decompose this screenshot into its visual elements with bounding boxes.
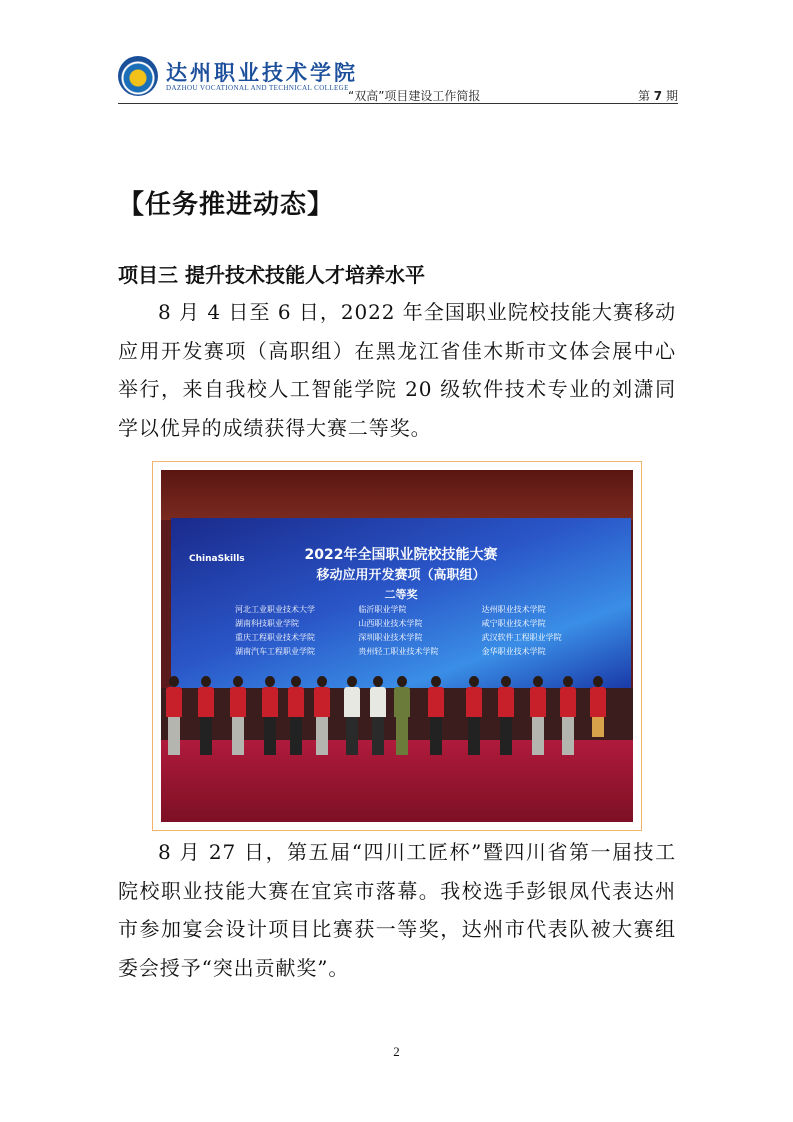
- school-item: 咸宁职业技术学院: [481, 619, 546, 628]
- person: [313, 676, 331, 760]
- school-list: [235, 604, 605, 657]
- school-item: 山西职业技术学院: [358, 619, 423, 628]
- school-item: 湖南科技职业学院: [235, 619, 299, 628]
- school-name-cn: 达州职业技术学院: [166, 60, 358, 85]
- paragraph-1: 8 月 4 日至 6 日，2022 年全国职业院校技能大赛移动应用开发赛项（高职组）在黑龙江省佳木斯市文体会展中心举行，来自我校人工智能学院 20 级软件技术专业的刘潇同学以优异的成绩获得大赛二等奖。: [118, 300, 676, 440]
- issue-number: 第 7 期: [637, 89, 678, 103]
- award-ceremony-photo: [161, 470, 633, 822]
- school-item: 河北工业职业技术大学: [235, 605, 315, 614]
- person: [261, 676, 279, 760]
- school-item: 金华职业技术学院: [481, 647, 546, 656]
- school-item: 重庆工程职业技术学院: [235, 633, 315, 642]
- person: [465, 676, 483, 760]
- header-divider: [118, 103, 678, 104]
- school-item: 武汉软件工程职业学院: [481, 633, 562, 642]
- person: [427, 676, 445, 760]
- banner-subtitle: 移动应用开发赛项（高职组）: [316, 568, 486, 583]
- paragraph-2: 8 月 27 日，第五届“四川工匠杯”暨四川省第一届技工院校职业技能大赛在宜宾市落幕。我校选手彭银凤代表达州市参加宴会设计项目比赛获一等奖，达州市代表队被大赛组委会授予“突出贡献奖”。: [118, 840, 676, 980]
- person: [343, 676, 361, 760]
- school-item: 达州职业技术学院: [481, 605, 546, 614]
- person: [393, 676, 411, 760]
- sub-heading: 项目三 提升技术技能人才培养水平: [118, 263, 425, 287]
- person: [529, 676, 547, 760]
- person: [165, 676, 183, 760]
- person: [229, 676, 247, 760]
- person: [559, 676, 577, 760]
- school-item: 深圳职业技术学院: [358, 633, 423, 642]
- school-item: 湖南汽车工程职业学院: [235, 647, 315, 656]
- ceiling: [161, 470, 633, 520]
- person: [589, 676, 607, 760]
- person: [287, 676, 305, 760]
- chinaskills-logo: ChinaSkills: [189, 554, 245, 564]
- school-name-en: DAZHOU VOCATIONAL AND TECHNICAL COLLEGE: [166, 84, 349, 92]
- publication-title: “双高”项目建设工作简报: [348, 89, 481, 103]
- school-item: 临沂职业学院: [358, 605, 407, 614]
- school-logo: [118, 56, 158, 96]
- banner-title: 2022年全国职业院校技能大赛: [304, 547, 498, 563]
- person: [197, 676, 215, 760]
- section-title: 【任务推进动态】: [118, 190, 335, 220]
- award-photo-frame: [152, 461, 642, 831]
- page-number: 2: [393, 1044, 400, 1059]
- person: [497, 676, 515, 760]
- banner-award: 二等奖: [384, 588, 418, 601]
- page-header: [118, 52, 678, 104]
- school-item: 贵州轻工职业技术学院: [358, 647, 439, 656]
- person: [369, 676, 387, 760]
- award-banner: [171, 518, 631, 688]
